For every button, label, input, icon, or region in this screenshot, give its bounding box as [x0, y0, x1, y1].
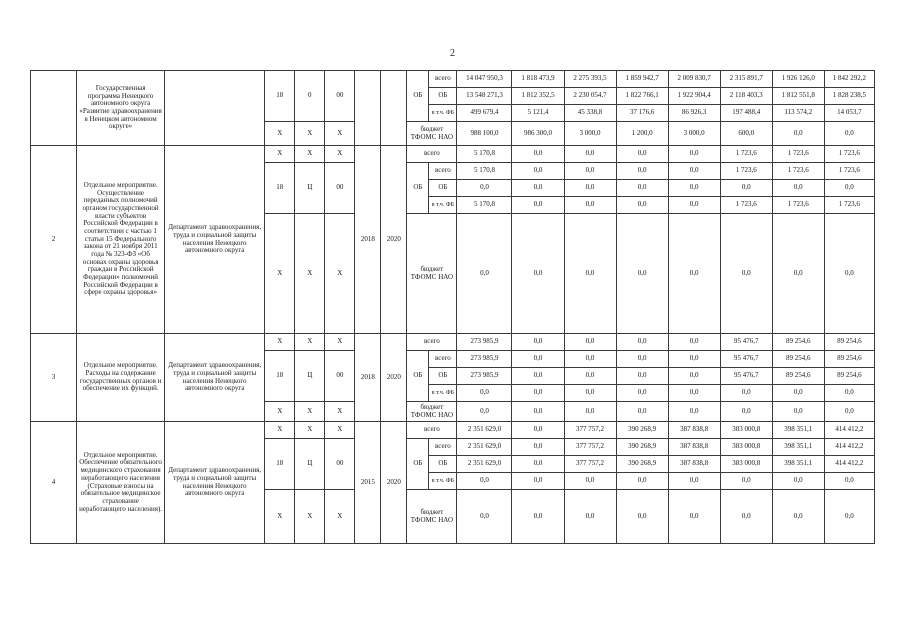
code-cell: X: [295, 402, 325, 422]
ob-label: ОБ: [407, 71, 429, 122]
table-row: [31, 422, 875, 439]
value-cell: 0,0: [772, 490, 824, 544]
value-cell: 0,0: [616, 473, 668, 490]
end-year: 2020: [381, 334, 407, 422]
ob-label: ОБ: [407, 163, 429, 214]
code-cell: X: [265, 490, 295, 544]
value-cell: 0,0: [512, 473, 564, 490]
value-cell: 377 757,2: [564, 456, 616, 473]
vsego-label: всего: [407, 334, 457, 351]
value-cell: 414 412,2: [824, 456, 874, 473]
code-cell: Ц: [295, 439, 325, 490]
row-number: 2: [31, 146, 77, 334]
value-cell: 387 838,8: [668, 439, 720, 456]
value-cell: 5 170,8: [457, 197, 512, 214]
value-cell: 95 476,7: [720, 351, 772, 368]
value-cell: 1 926 126,0: [772, 71, 824, 88]
value-cell: 1 723,6: [824, 163, 874, 180]
value-cell: 398 351,1: [772, 422, 824, 439]
value-cell: 1 723,6: [720, 163, 772, 180]
value-cell: 0,0: [512, 490, 564, 544]
value-cell: 0,0: [720, 490, 772, 544]
code-cell: X: [265, 422, 295, 439]
value-cell: 0,0: [668, 368, 720, 385]
value-cell: 89 254,6: [772, 351, 824, 368]
end-year: [381, 71, 407, 146]
executor: Департамент здравоохранения, труда и социальной защиты населения Ненецкого автономного округа: [165, 146, 265, 334]
code-cell: 00: [325, 351, 355, 402]
value-cell: 0,0: [564, 214, 616, 334]
value-cell: 0,0: [512, 334, 564, 351]
value-cell: 0,0: [668, 351, 720, 368]
value-cell: 0,0: [564, 351, 616, 368]
value-cell: 398 351,1: [772, 456, 824, 473]
value-cell: 0,0: [668, 473, 720, 490]
code-cell: 00: [325, 163, 355, 214]
tfoms-label: бюджет ТФОМС НАО: [407, 122, 457, 146]
value-cell: 0,0: [564, 473, 616, 490]
value-cell: 45 338,8: [564, 105, 616, 122]
value-cell: 0,0: [457, 402, 512, 422]
value-cell: 89 254,6: [824, 334, 874, 351]
value-cell: 988 100,0: [457, 122, 512, 146]
value-cell: 273 985,9: [457, 368, 512, 385]
tfoms-label: бюджет ТФОМС НАО: [407, 402, 457, 422]
value-cell: 37 176,6: [616, 105, 668, 122]
value-cell: 387 838,8: [668, 422, 720, 439]
value-cell: 0,0: [772, 180, 824, 197]
value-cell: 0,0: [512, 163, 564, 180]
value-cell: 0,0: [824, 214, 874, 334]
value-cell: 0,0: [668, 334, 720, 351]
value-cell: 390 268,9: [616, 439, 668, 456]
value-cell: 0,0: [564, 368, 616, 385]
value-cell: 89 254,6: [772, 334, 824, 351]
value-cell: 0,0: [772, 385, 824, 402]
code-cell: X: [295, 146, 325, 163]
value-cell: 95 476,7: [720, 368, 772, 385]
value-cell: 1 200,0: [616, 122, 668, 146]
value-cell: 1 723,6: [772, 163, 824, 180]
value-cell: 2 351 629,0: [457, 456, 512, 473]
fb-label: в т.ч. ФБ: [429, 105, 457, 122]
value-cell: 0,0: [772, 402, 824, 422]
code-cell: X: [295, 334, 325, 351]
value-cell: 0,0: [616, 351, 668, 368]
value-cell: 1 818 473,9: [512, 71, 564, 88]
value-cell: 2 118 403,3: [720, 88, 772, 105]
start-year: 2018: [355, 334, 381, 422]
code-cell: X: [265, 146, 295, 163]
value-cell: 0,0: [824, 402, 874, 422]
value-cell: 0,0: [616, 180, 668, 197]
fb-label: в т.ч. ФБ: [429, 385, 457, 402]
value-cell: 113 574,2: [772, 105, 824, 122]
value-cell: 0,0: [564, 490, 616, 544]
value-cell: 0,0: [512, 439, 564, 456]
ob-sub-label: ОБ: [429, 368, 457, 385]
code-cell: X: [325, 422, 355, 439]
measure-name: Отдельное мероприятие. Обеспечение обязательного медицинского страхования неработающего населения (Страховые взносы на обязательное медицинское страхование неработающего населения).: [77, 422, 165, 544]
vsego-label: всего: [407, 422, 457, 439]
value-cell: 2 315 891,7: [720, 71, 772, 88]
row-number: [31, 71, 77, 146]
value-cell: 0,0: [564, 180, 616, 197]
value-cell: 89 254,6: [772, 368, 824, 385]
value-cell: 273 985,9: [457, 351, 512, 368]
ob-label: ОБ: [407, 351, 429, 402]
value-cell: 390 268,9: [616, 456, 668, 473]
value-cell: 0,0: [720, 385, 772, 402]
value-cell: 86 926,3: [668, 105, 720, 122]
code-cell: X: [325, 402, 355, 422]
value-cell: 0,0: [512, 180, 564, 197]
value-cell: 0,0: [668, 214, 720, 334]
code-cell: X: [325, 334, 355, 351]
measure-name: Отдельное мероприятие. Расходы на содержание государственных органов и обеспечение их функций.: [77, 334, 165, 422]
code-cell: 18: [265, 351, 295, 402]
value-cell: 0,0: [564, 163, 616, 180]
value-cell: 377 757,2: [564, 422, 616, 439]
value-cell: 499 679,4: [457, 105, 512, 122]
value-cell: 0,0: [720, 473, 772, 490]
code-cell: X: [295, 122, 325, 146]
value-cell: 0,0: [564, 385, 616, 402]
value-cell: 0,0: [824, 490, 874, 544]
value-cell: 0,0: [512, 368, 564, 385]
value-cell: 0,0: [720, 402, 772, 422]
value-cell: 1 859 942,7: [616, 71, 668, 88]
value-cell: 0,0: [616, 163, 668, 180]
value-cell: 0,0: [668, 163, 720, 180]
value-cell: 986 300,0: [512, 122, 564, 146]
code-cell: X: [325, 122, 355, 146]
value-cell: 1 842 292,2: [824, 71, 874, 88]
value-cell: 0,0: [512, 402, 564, 422]
value-cell: 0,0: [457, 385, 512, 402]
code-cell: 00: [325, 439, 355, 490]
start-year: 2018: [355, 146, 381, 334]
value-cell: 383 000,8: [720, 422, 772, 439]
value-cell: 1 723,6: [824, 197, 874, 214]
vsego-sub-label: всего: [429, 439, 457, 456]
value-cell: 3 000,0: [564, 122, 616, 146]
value-cell: 5 170,8: [457, 146, 512, 163]
table-row: [31, 146, 875, 163]
value-cell: 0,0: [564, 402, 616, 422]
value-cell: 0,0: [720, 214, 772, 334]
value-cell: 14 053,7: [824, 105, 874, 122]
value-cell: 0,0: [457, 473, 512, 490]
ob-sub-label: ОБ: [429, 88, 457, 105]
value-cell: 0,0: [616, 197, 668, 214]
value-cell: 89 254,6: [824, 368, 874, 385]
tfoms-label: бюджет ТФОМС НАО: [407, 490, 457, 544]
ob-sub-label: ОБ: [429, 180, 457, 197]
code-cell: 18: [265, 71, 295, 122]
value-cell: 1 723,6: [720, 146, 772, 163]
value-cell: 0,0: [824, 473, 874, 490]
code-cell: Ц: [295, 163, 325, 214]
value-cell: 0,0: [772, 214, 824, 334]
value-cell: 0,0: [512, 351, 564, 368]
value-cell: 0,0: [668, 146, 720, 163]
executor: Департамент здравоохранения, труда и социальной защиты населения Ненецкого автономного округа: [165, 422, 265, 544]
value-cell: 0,0: [668, 180, 720, 197]
end-year: 2020: [381, 146, 407, 334]
value-cell: 0,0: [564, 334, 616, 351]
value-cell: 3 000,0: [668, 122, 720, 146]
value-cell: 1 822 766,1: [616, 88, 668, 105]
value-cell: 0,0: [512, 214, 564, 334]
ob-sub-label: ОБ: [429, 456, 457, 473]
value-cell: 13 548 271,3: [457, 88, 512, 105]
value-cell: 2 351 629,0: [457, 422, 512, 439]
value-cell: 600,0: [720, 122, 772, 146]
value-cell: 0,0: [564, 197, 616, 214]
value-cell: 1 723,6: [772, 146, 824, 163]
vsego-label: всего: [407, 146, 457, 163]
executor: Департамент здравоохранения, труда и социальной защиты населения Ненецкого автономного округа: [165, 334, 265, 422]
value-cell: 1 828 238,5: [824, 88, 874, 105]
code-cell: 18: [265, 163, 295, 214]
value-cell: 5 121,4: [512, 105, 564, 122]
value-cell: 0,0: [616, 385, 668, 402]
value-cell: 0,0: [616, 490, 668, 544]
value-cell: 0,0: [824, 180, 874, 197]
code-cell: X: [265, 402, 295, 422]
value-cell: 273 985,9: [457, 334, 512, 351]
tfoms-label: бюджет ТФОМС НАО: [407, 214, 457, 334]
value-cell: 377 757,2: [564, 439, 616, 456]
value-cell: 89 254,6: [824, 351, 874, 368]
start-year: 2015: [355, 422, 381, 544]
value-cell: 0,0: [512, 385, 564, 402]
ob-label: ОБ: [407, 439, 429, 490]
code-cell: X: [325, 146, 355, 163]
value-cell: 95 476,7: [720, 334, 772, 351]
value-cell: 0,0: [824, 385, 874, 402]
code-cell: X: [265, 334, 295, 351]
value-cell: 0,0: [457, 180, 512, 197]
code-cell: X: [265, 214, 295, 334]
value-cell: 0,0: [457, 490, 512, 544]
value-cell: 0,0: [512, 146, 564, 163]
code-cell: X: [325, 214, 355, 334]
vsego-sub-label: всего: [429, 163, 457, 180]
code-cell: X: [295, 490, 325, 544]
value-cell: 0,0: [616, 402, 668, 422]
value-cell: 0,0: [564, 146, 616, 163]
vsego-sub-label: всего: [429, 351, 457, 368]
value-cell: 0,0: [616, 334, 668, 351]
code-cell: Ц: [295, 351, 325, 402]
value-cell: 0,0: [616, 368, 668, 385]
table-row: [31, 334, 875, 351]
code-cell: X: [325, 490, 355, 544]
value-cell: 2 230 054,7: [564, 88, 616, 105]
code-cell: 0: [295, 71, 325, 122]
value-cell: 0,0: [668, 402, 720, 422]
measure-name: Государственная программа Ненецкого автономного округа «Развитие здравоохранения в Ненецком автономном округе»: [77, 71, 165, 146]
value-cell: 1 812 551,8: [772, 88, 824, 105]
value-cell: 2 275 393,5: [564, 71, 616, 88]
value-cell: 0,0: [668, 197, 720, 214]
row-number: 3: [31, 334, 77, 422]
value-cell: 2 009 830,7: [668, 71, 720, 88]
table-row: [31, 71, 875, 88]
fb-label: в т.ч. ФБ: [429, 197, 457, 214]
code-cell: 18: [265, 439, 295, 490]
value-cell: 0,0: [616, 146, 668, 163]
end-year: 2020: [381, 422, 407, 544]
measure-name: Отдельное мероприятие. Осуществление переданных полномочий органом государственной власти субъектов Российской Федерации в соответствии с частью 1 статьи 15 Федерального закона от 21 ноября 2011 года № 323-ФЗ «Об основах охраны здоровья граждан в Российской Федерации» полномочий Российской Федерации в сфере охраны здоровья»: [77, 146, 165, 334]
code-cell: X: [295, 214, 325, 334]
value-cell: 1 723,6: [720, 197, 772, 214]
row-number: 4: [31, 422, 77, 544]
value-cell: 1 723,6: [772, 197, 824, 214]
value-cell: 14 047 950,3: [457, 71, 512, 88]
value-cell: 0,0: [668, 490, 720, 544]
value-cell: 387 838,8: [668, 456, 720, 473]
code-cell: X: [265, 122, 295, 146]
value-cell: 2 351 629,0: [457, 439, 512, 456]
value-cell: 0,0: [457, 214, 512, 334]
value-cell: 1 922 904,4: [668, 88, 720, 105]
value-cell: 383 000,8: [720, 456, 772, 473]
value-cell: 1 723,6: [824, 146, 874, 163]
code-cell: X: [295, 422, 325, 439]
value-cell: 0,0: [824, 122, 874, 146]
value-cell: 398 351,1: [772, 439, 824, 456]
value-cell: 0,0: [772, 473, 824, 490]
value-cell: 0,0: [720, 180, 772, 197]
value-cell: 383 000,8: [720, 439, 772, 456]
value-cell: 0,0: [512, 456, 564, 473]
value-cell: 0,0: [512, 422, 564, 439]
vsego-label: всего: [429, 71, 457, 88]
value-cell: 197 488,4: [720, 105, 772, 122]
page-number: 2: [450, 48, 455, 59]
value-cell: 414 412,2: [824, 422, 874, 439]
code-cell: 00: [325, 71, 355, 122]
start-year: [355, 71, 381, 146]
value-cell: 414 412,2: [824, 439, 874, 456]
executor: [165, 71, 265, 146]
fb-label: в т.ч. ФБ: [429, 473, 457, 490]
value-cell: 0,0: [616, 214, 668, 334]
value-cell: 5 170,8: [457, 163, 512, 180]
value-cell: 0,0: [772, 122, 824, 146]
value-cell: 0,0: [668, 385, 720, 402]
value-cell: 1 812 352,5: [512, 88, 564, 105]
value-cell: 0,0: [512, 197, 564, 214]
value-cell: 390 268,9: [616, 422, 668, 439]
program-budget-table: [30, 70, 875, 544]
